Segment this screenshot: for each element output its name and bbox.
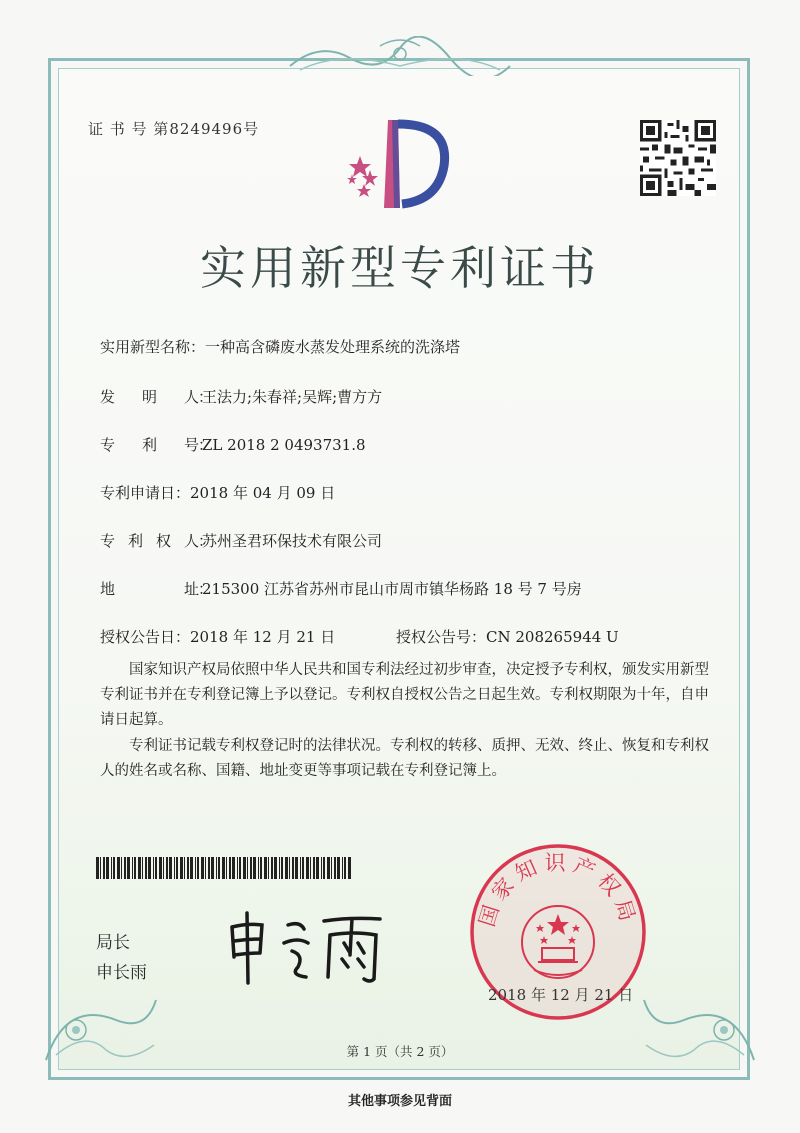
barcode-bar xyxy=(337,857,340,879)
field-value: 王法力;朱春祥;吴辉;曹方方 xyxy=(202,388,383,406)
body-paragraph-1: 国家知识产权局依照中华人民共和国专利法经过初步审查，决定授予专利权，颁发实用新型专利证书并在专利登记簿上予以登记。专利权自授权公告之日起生效。专利权期限为十年，自申请日起算。 xyxy=(100,662,709,728)
barcode-bar xyxy=(274,857,277,879)
barcode-bar xyxy=(195,857,196,879)
barcode-bar xyxy=(344,857,346,879)
barcode-bar xyxy=(253,857,256,879)
footer-note: 其他事项参见背面 xyxy=(347,1094,452,1109)
barcode-bar xyxy=(218,857,220,879)
barcode-bar xyxy=(124,857,126,879)
barcode-bar xyxy=(348,857,351,879)
field-utility-model-name xyxy=(100,336,460,357)
barcode-bar xyxy=(285,857,288,879)
cnipa-logo-icon xyxy=(340,118,460,218)
barcode-bar xyxy=(310,857,311,879)
barcode-bar xyxy=(264,857,267,879)
barcode-bar xyxy=(271,857,273,879)
field-value: 苏州圣君环保技术有限公司 xyxy=(202,532,383,550)
field-inventor xyxy=(100,386,382,407)
barcode-bar xyxy=(268,857,269,879)
field-label: 专利申请日： xyxy=(100,484,191,502)
field-label: 地 址： xyxy=(100,580,213,598)
field-label: 实用新型名称： xyxy=(100,338,206,356)
field-value: 2018 年 04 月 09 日 xyxy=(190,484,336,502)
barcode-bar xyxy=(247,857,248,879)
barcode-bar xyxy=(281,857,283,879)
barcode-bar xyxy=(127,857,130,879)
barcode-bar xyxy=(159,857,162,879)
field-address xyxy=(100,578,582,599)
handwritten-signature xyxy=(220,895,390,990)
barcode-bar xyxy=(205,857,206,879)
director-name: 申长雨 xyxy=(96,963,147,983)
barcode-bar xyxy=(243,857,246,879)
barcode-bar xyxy=(226,857,227,879)
field-value: CN 208265944 U xyxy=(486,628,619,646)
barcode-bar xyxy=(111,857,112,879)
barcode-bar xyxy=(334,857,336,879)
barcode-bar xyxy=(106,857,109,879)
barcode-bar xyxy=(342,857,343,879)
svg-text:国家知识产权局: 国家知识产权局 xyxy=(474,851,642,930)
field-label: 授权公告日： xyxy=(100,628,191,646)
field-value: ZL 2018 2 0493731.8 xyxy=(202,436,366,454)
barcode-bar xyxy=(121,857,122,879)
barcode-bar xyxy=(211,857,214,879)
field-value: 2018 年 12 月 21 日 xyxy=(190,628,336,646)
field-value: 一种高含磷废水蒸发处理系统的洗涤塔 xyxy=(205,338,461,356)
barcode-bar xyxy=(232,857,235,879)
barcode-bar xyxy=(239,857,241,879)
barcode-bar xyxy=(258,857,259,879)
barcode-bar xyxy=(279,857,280,879)
barcode-bar xyxy=(321,857,322,879)
field-announcement-date xyxy=(100,626,335,647)
director-title: 局长 xyxy=(96,933,130,953)
barcode-bar xyxy=(323,857,325,879)
certificate-number-suffix: 号 xyxy=(243,120,260,138)
barcode-bar xyxy=(184,857,185,879)
barcode-bar xyxy=(300,857,301,879)
barcode-bar xyxy=(134,857,136,879)
qr-code-icon xyxy=(640,120,716,196)
field-filing-date xyxy=(100,482,335,503)
barcode-bar xyxy=(138,857,141,879)
barcode-bar xyxy=(237,857,238,879)
barcode-bar xyxy=(229,857,231,879)
seal-date: 2018 年 12 月 21 日 xyxy=(488,986,634,1004)
barcode-bar xyxy=(132,857,133,879)
field-label: 专 利 权 人： xyxy=(100,532,213,550)
barcode-bar xyxy=(197,857,199,879)
barcode-icon xyxy=(96,857,352,879)
certificate-number xyxy=(88,118,259,139)
field-label: 授权公告号： xyxy=(396,628,487,646)
barcode-bar xyxy=(201,857,204,879)
barcode-bar xyxy=(117,857,120,879)
barcode-bar xyxy=(316,857,319,879)
barcode-bar xyxy=(113,857,115,879)
barcode-bar xyxy=(96,857,99,879)
barcode-bar xyxy=(313,857,315,879)
barcode-bar xyxy=(148,857,151,879)
certificate-title: 实用新型专利证书 xyxy=(200,241,600,295)
barcode-bar xyxy=(180,857,183,879)
certificate-number-label: 证 书 号 第 xyxy=(88,120,170,138)
barcode-bar xyxy=(292,857,294,879)
barcode-bar xyxy=(174,857,175,879)
field-patentee xyxy=(100,530,382,551)
barcode-bar xyxy=(306,857,309,879)
barcode-bar xyxy=(100,857,101,879)
page-number: 第 1 页（共 2 页） xyxy=(346,1044,454,1059)
barcode-bar xyxy=(169,857,172,879)
barcode-bar xyxy=(153,857,154,879)
barcode-bar xyxy=(222,857,225,879)
barcode-bar xyxy=(190,857,193,879)
barcode-bar xyxy=(216,857,217,879)
field-label: 发 明 人： xyxy=(100,388,213,406)
barcode-bar xyxy=(302,857,304,879)
field-value: 215300 江苏省苏州市昆山市周市镇华杨路 18 号 7 号房 xyxy=(202,580,582,598)
barcode-bar xyxy=(163,857,164,879)
barcode-bar xyxy=(208,857,210,879)
barcode-bar xyxy=(289,857,290,879)
barcode-bar xyxy=(260,857,262,879)
field-patent-number xyxy=(100,434,366,455)
barcode-bar xyxy=(250,857,252,879)
field-label: 专 利 号： xyxy=(100,436,213,454)
barcode-bar xyxy=(103,857,105,879)
barcode-bar xyxy=(295,857,298,879)
top-ornament xyxy=(280,36,520,76)
barcode-bar xyxy=(142,857,143,879)
barcode-bar xyxy=(331,857,332,879)
barcode-bar xyxy=(145,857,147,879)
field-announcement-number xyxy=(396,626,619,647)
certificate-number-value: 8249496 xyxy=(169,120,244,138)
barcode-bar xyxy=(327,857,330,879)
barcode-bar xyxy=(155,857,157,879)
barcode-bar xyxy=(166,857,168,879)
body-paragraph-2: 专利证书记载专利权登记时的法律状况。专利权的转移、质押、无效、终止、恢复和专利权人的姓名或名称、国籍、地址变更等事项记载在专利登记簿上。 xyxy=(100,738,709,779)
barcode-bar xyxy=(176,857,178,879)
barcode-bar xyxy=(187,857,189,879)
